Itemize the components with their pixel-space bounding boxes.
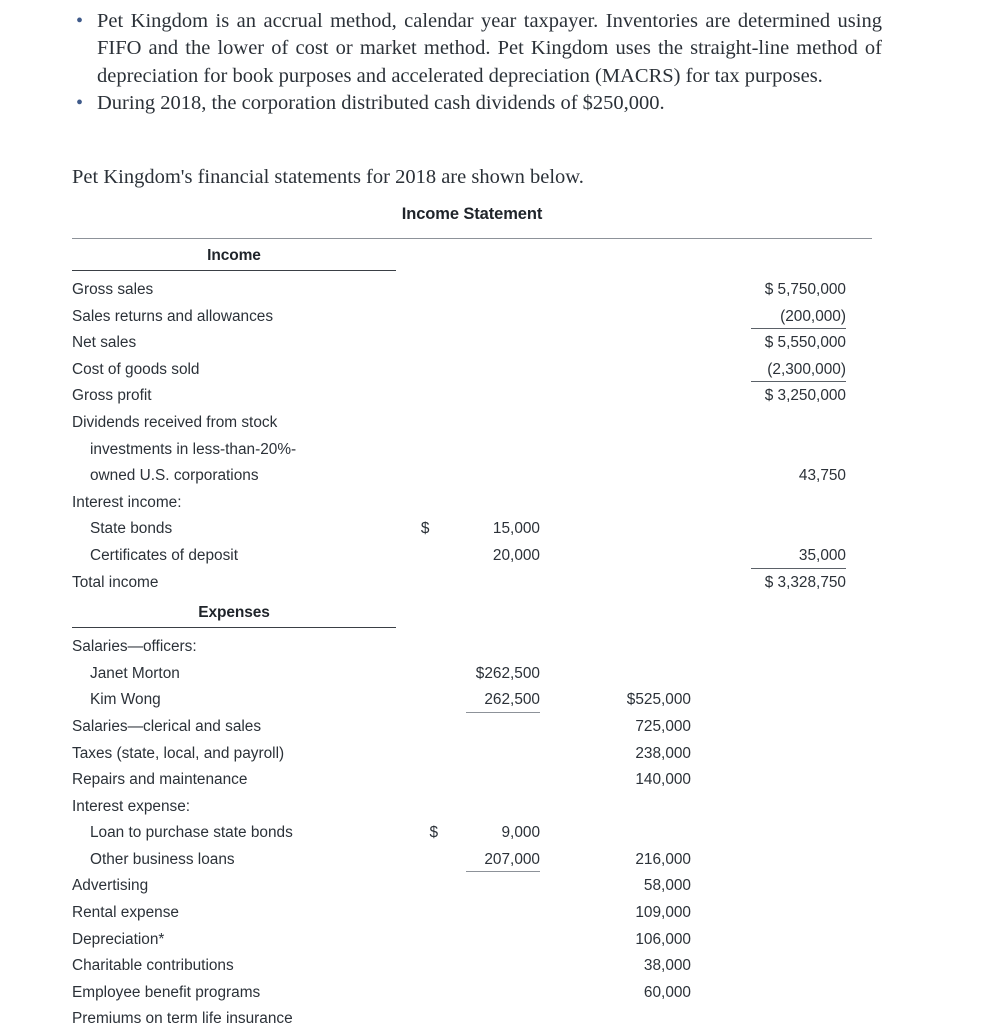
row-value-col2: 60,000 xyxy=(643,983,691,1001)
row-label: Interest income: xyxy=(72,493,182,511)
table-row xyxy=(72,714,872,741)
table-row xyxy=(72,873,872,900)
row-label: owned U.S. corporations xyxy=(90,467,259,485)
row-value-col3: 43,750 xyxy=(798,467,846,485)
row-label: Loan to purchase state bonds xyxy=(90,824,293,842)
row-label: Kim Wong xyxy=(90,691,161,709)
row-label: State bonds xyxy=(90,520,173,538)
row-value-col2: 140,000 xyxy=(635,771,691,789)
list-item xyxy=(72,8,882,90)
table-row xyxy=(72,953,872,980)
row-label: Dividends received from stock xyxy=(72,413,278,431)
table-row xyxy=(72,661,872,688)
row-label: Employee benefit programs xyxy=(72,983,261,1001)
table-row xyxy=(72,634,872,661)
table-row xyxy=(72,794,872,821)
row-label: Depreciation* xyxy=(72,930,165,948)
table-row xyxy=(72,437,872,464)
row-value-col2: 725,000 xyxy=(635,717,691,735)
section-header-income: Income xyxy=(207,247,261,264)
table-row xyxy=(72,900,872,927)
table-row xyxy=(72,330,872,357)
table-row xyxy=(72,357,872,384)
table-row xyxy=(72,1006,872,1033)
row-label: Janet Morton xyxy=(90,664,180,682)
row-value-col2: 38,000 xyxy=(643,957,691,975)
row-label: Gross sales xyxy=(72,281,154,298)
table-row xyxy=(72,516,872,543)
row-label: Salaries—clerical and sales xyxy=(72,717,262,735)
row-value-col3: 35,000 xyxy=(798,546,846,564)
page-title: Income Statement xyxy=(401,205,543,223)
table-row xyxy=(72,847,872,874)
table-row xyxy=(72,383,872,410)
row-label: Sales returns and allowances xyxy=(72,307,274,325)
row-label: Certificates of deposit xyxy=(90,546,238,564)
row-value-col2: $525,000 xyxy=(626,691,691,709)
row-value-col1: 207,000 xyxy=(484,850,540,868)
table-row xyxy=(72,927,872,954)
income-statement-table xyxy=(72,238,872,1033)
bullet-icon: • xyxy=(76,10,84,32)
table-row xyxy=(72,741,872,768)
table-row xyxy=(72,410,872,437)
table-row xyxy=(72,570,872,597)
table-row xyxy=(72,490,872,517)
currency-symbol: $ xyxy=(420,520,430,538)
row-value-col3: (2,300,000) xyxy=(767,360,846,378)
row-label: Cost of goods sold xyxy=(72,360,200,378)
row-label: Other business loans xyxy=(90,850,235,868)
table-row xyxy=(72,687,872,714)
table-row xyxy=(72,767,872,794)
income-rows xyxy=(72,271,872,596)
row-value-col3: $ 3,328,750 xyxy=(764,573,846,591)
row-value-col3: (200,000) xyxy=(780,307,846,325)
table-row xyxy=(72,304,872,331)
row-label: Net sales xyxy=(72,334,137,352)
currency-symbol: $ xyxy=(429,824,439,842)
row-label: investments in less-than-20%- xyxy=(90,440,297,458)
row-label: Advertising xyxy=(72,877,149,895)
table-row xyxy=(72,463,872,490)
row-label: Salaries—officers: xyxy=(72,638,197,656)
row-value-col1: 9,000 $ xyxy=(501,820,540,847)
row-value-col3: $ 3,250,000 xyxy=(764,387,846,405)
row-value-col2: 58,000 xyxy=(643,877,691,895)
row-label: Gross profit xyxy=(72,387,152,405)
row-label: Repairs and maintenance xyxy=(72,771,248,789)
row-value-col1: $262,500 xyxy=(475,664,540,682)
expense-rows xyxy=(72,628,872,1033)
row-value-col3: $ 5,550,000 xyxy=(764,334,846,352)
row-value-col1: 262,500 xyxy=(484,691,540,709)
bullet-text: Pet Kingdom is an accrual method, calendar year taxpayer. Inventories are determined using FIFO and the lower of cost or market method. Pet Kingdom uses the straight-line method of depreciation for book purposes and accelerated depreciation (MACRS) for tax purposes. xyxy=(97,10,882,87)
bullet-icon: • xyxy=(76,92,84,115)
table-row xyxy=(72,980,872,1007)
row-value-col1: 20,000 xyxy=(492,546,540,564)
row-label: Premiums on term life insurance xyxy=(72,1010,293,1028)
row-label: Taxes (state, local, and payroll) xyxy=(72,744,285,762)
row-value-col2: 106,000 xyxy=(635,930,691,948)
row-label: Interest expense: xyxy=(72,797,191,815)
table-row xyxy=(72,820,872,847)
row-label: Charitable contributions xyxy=(72,957,234,975)
list-item xyxy=(72,90,882,117)
section-header-expenses: Expenses xyxy=(198,604,270,622)
table-row xyxy=(72,543,872,570)
row-label: Total income xyxy=(72,573,159,591)
intro-note: Pet Kingdom's financial statements for 2018 are shown below. xyxy=(72,166,584,188)
row-value-col1: 15,000 $ xyxy=(493,516,540,543)
intro-bullet-list xyxy=(72,8,882,118)
row-value-col2: 109,000 xyxy=(635,904,691,922)
bullet-text: During 2018, the corporation distributed cash dividends of $250,000. xyxy=(97,92,665,115)
row-value-col2: 216,000 xyxy=(635,850,691,868)
table-row xyxy=(72,277,872,304)
row-value-col3: $ 5,750,000 xyxy=(764,281,846,298)
row-label: Rental expense xyxy=(72,904,179,922)
row-value-col2: 238,000 xyxy=(635,744,691,762)
